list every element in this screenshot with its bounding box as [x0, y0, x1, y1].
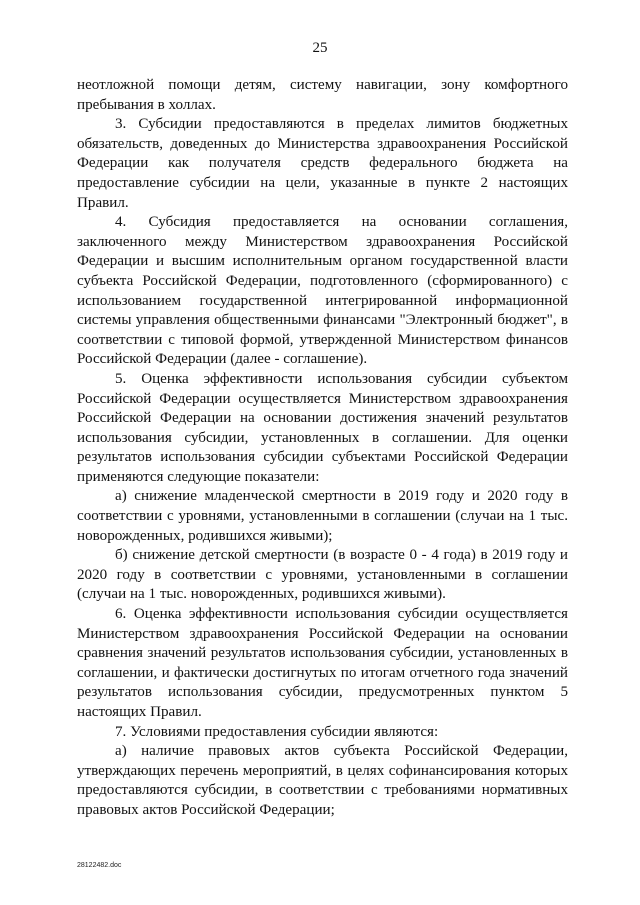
paragraph-clause-4: 4. Субсидия предоставляется на основании соглашения, заключенного между Министерством здравоохранения Российской Федерации и высшим исполнительным органом государственной власти субъекта Российской Федерации, подготовленного (сформированного) с использованием государственной интегрированной информационной системы управления общественными финансами "Электронный бюджет", в соответствии с типовой формой, утвержденной Министерством финансов Российской Федерации (далее - соглашение). — [77, 214, 568, 368]
paragraph-continuation: неотложной помощи детям, систему навигации, зону комфортного пребывания в холлах. — [77, 77, 568, 113]
paragraph-clause-3: 3. Субсидии предоставляются в пределах лимитов бюджетных обязательств, доведенных до Министерства здравоохранения Российской Федерации как получателя средств федерального бюджета на предоставление субсидии на цели, указанные в пункте 2 настоящих Правил. — [77, 116, 568, 211]
paragraph-clause-7a: а) наличие правовых актов субъекта Российской Федерации, утверждающих перечень мероприятий, в целях софинансирования которых предоставляются субсидии, в соответствии с требованиями нормативных правовых актов Российской Федерации; — [77, 743, 568, 818]
document-body — [77, 76, 568, 821]
page-number: 25 — [312, 40, 328, 56]
paragraph-clause-5: 5. Оценка эффективности использования субсидии субъектом Российской Федерации осуществляется Министерством здравоохранения Российской Федерации на основании достижения значений результатов использования субсидии, установленных в соглашении. Для оценки результатов использования субсидии субъектами Российской Федерации применяются следующие показатели: — [77, 370, 568, 485]
paragraph-clause-5b: б) снижение детской смертности (в возрасте 0 - 4 года) в 2019 году и 2020 году в соответствии с уровнями, установленными в соглашении (случаи на 1 тыс. новорожденных, родившихся живыми). — [77, 547, 568, 603]
paragraph-clause-5a: а) снижение младенческой смертности в 2019 году и 2020 году в соответствии с уровнями, установленными в соглашении (случаи на 1 тыс. новорожденных, родившихся живыми); — [77, 488, 568, 544]
footer-document-code: 28122482.doc — [77, 862, 122, 869]
paragraph-clause-7: 7. Условиями предоставления субсидии являются: — [115, 723, 439, 740]
paragraph-clause-6: 6. Оценка эффективности использования субсидии осуществляется Министерством здравоохранения Российской Федерации на основании сравнения значений результатов использования субсидии, установленных в соглашении, и фактически достигнутых по итогам отчетного года значений результатов использования субсидии, предусмотренных пунктом 5 настоящих Правил. — [77, 606, 568, 720]
